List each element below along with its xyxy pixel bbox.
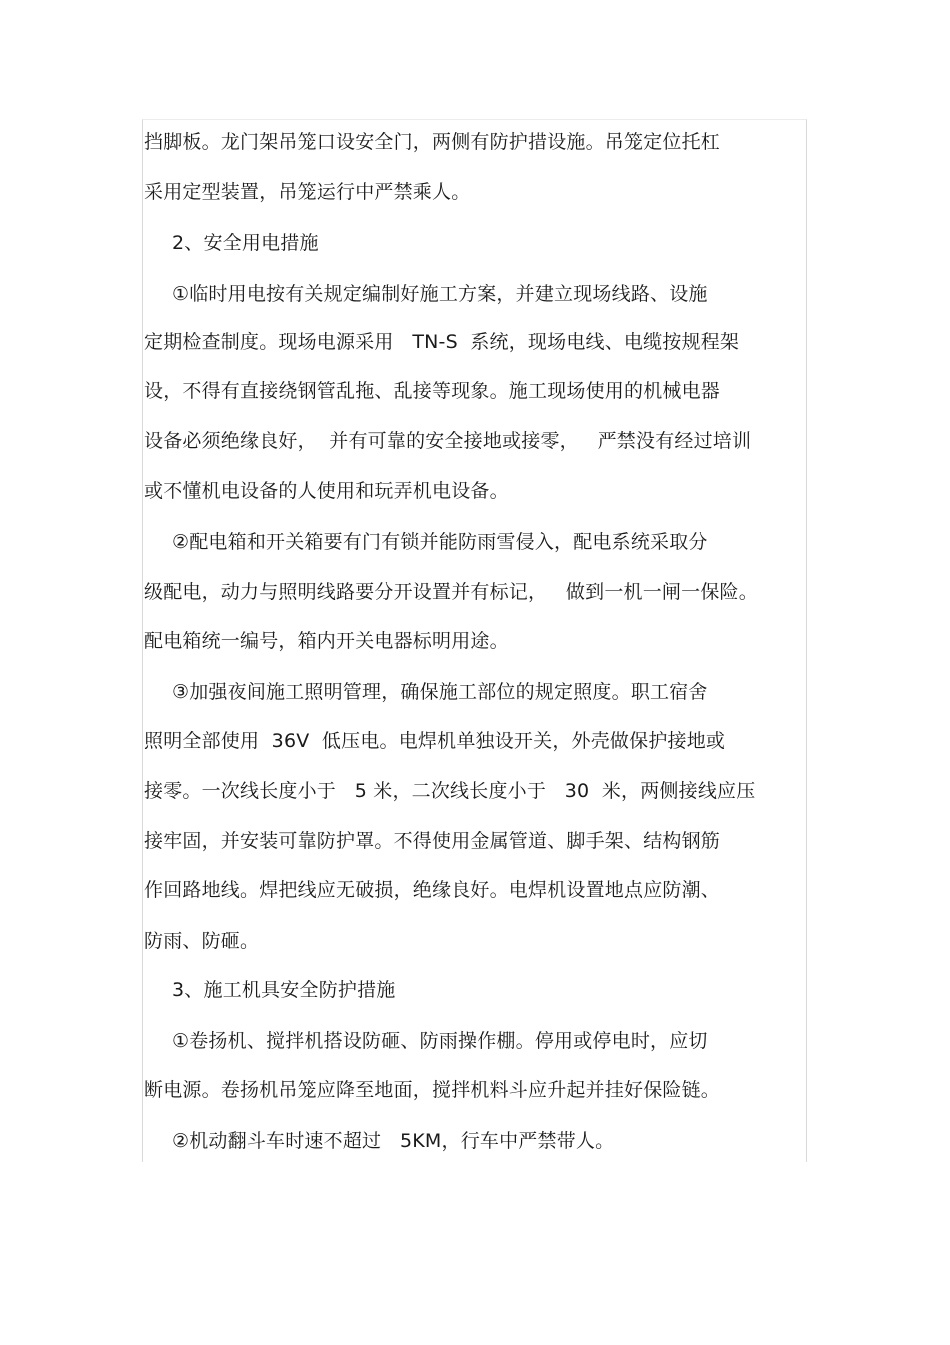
text-line: 断电源。卷扬机吊笼应降至地面，搅拌机料斗应升起并挂好保险链。 bbox=[144, 1079, 721, 1101]
text-line: 接零。一次线长度小于 5 米，二次线长度小于 30 米，两侧接线应压 bbox=[144, 780, 756, 802]
text-line: 照明全部使用 36V 低压电。电焊机单独设开关，外壳做保护接地或 bbox=[144, 730, 726, 752]
text-line: 作回路地线。焊把线应无破损，绝缘良好。电焊机设置地点应防潮、 bbox=[144, 879, 721, 901]
text-line: ②机动翻斗车时速不超过 5KM，行车中严禁带人。 bbox=[172, 1130, 615, 1152]
text-line: 设，不得有直接绕钢管乱拖、乱接等现象。施工现场使用的机械电器 bbox=[144, 380, 721, 402]
text-line: ①临时用电按有关规定编制好施工方案，并建立现场线路、设施 bbox=[172, 283, 708, 305]
section-heading: 3、施工机具安全防护措施 bbox=[172, 979, 396, 1001]
text-line: 或不懂机电设备的人使用和玩弄机电设备。 bbox=[144, 480, 509, 502]
section-heading: 2、安全用电措施 bbox=[172, 232, 319, 254]
text-line: 挡脚板。龙门架吊笼口设安全门，两侧有防护措设施。吊笼定位托杠 bbox=[144, 131, 721, 153]
text-line: 防雨、防砸。 bbox=[144, 930, 260, 952]
text-line: 配电箱统一编号，箱内开关电器标明用途。 bbox=[144, 630, 509, 652]
text-line: ②配电箱和开关箱要有门有锁并能防雨雪侵入，配电系统采取分 bbox=[172, 531, 708, 553]
text-line: 级配电，动力与照明线路要分开设置并有标记， 做到一机一闸一保险。 bbox=[144, 581, 758, 603]
text-line: ③加强夜间施工照明管理，确保施工部位的规定照度。职工宿舍 bbox=[172, 681, 708, 703]
text-line: 定期检查制度。现场电源采用 TN-S 系统，现场电线、电缆按规程架 bbox=[144, 331, 740, 353]
text-line: 设备必须绝缘良好， 并有可靠的安全接地或接零， 严禁没有经过培训 bbox=[144, 430, 752, 452]
text-line: 接牢固，并安装可靠防护罩。不得使用金属管道、脚手架、结构钢筋 bbox=[144, 830, 721, 852]
text-line: 采用定型装置，吊笼运行中严禁乘人。 bbox=[144, 181, 471, 203]
text-line: ①卷扬机、搅拌机搭设防砸、防雨操作棚。停用或停电时，应切 bbox=[172, 1030, 708, 1052]
